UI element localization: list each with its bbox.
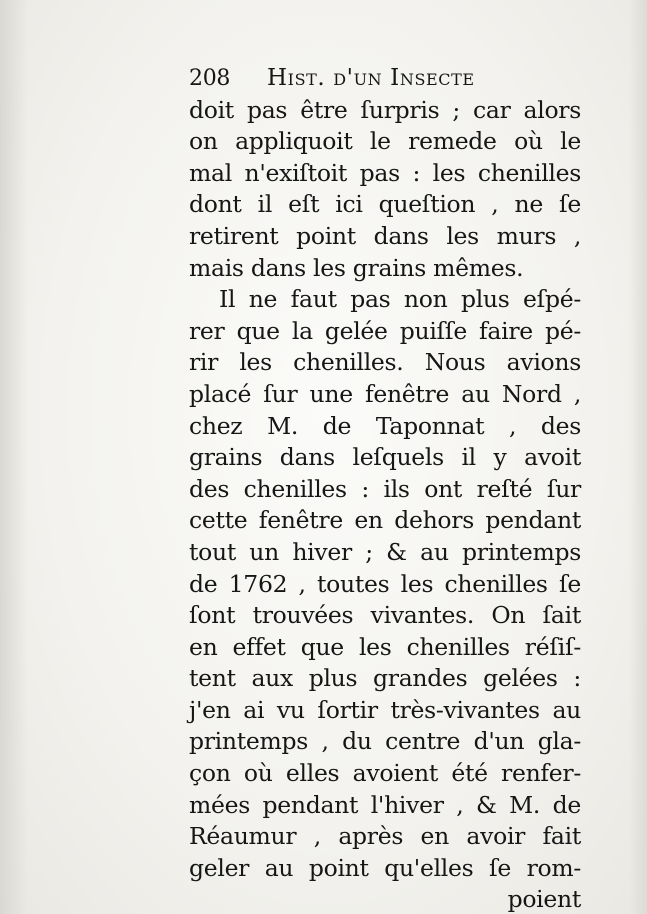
text-line: dont il eſt ici queſtion , ne ſe [189,190,581,219]
text-line: chez M. de Taponnat , des [189,411,581,440]
page-number: 208 [189,66,231,91]
text-line: Réaumur , après en avoir fait [189,822,581,851]
text-line: ſont trouvées vivantes. On ſait [189,601,581,630]
catchword: poient [507,885,581,914]
text-line: rir les chenilles. Nous avions [189,348,581,377]
page-header [189,63,581,95]
text-line: çon où elles avoient été renfer- [189,759,581,788]
text-line: geler au point qu'elles ſe rom- [189,853,581,882]
text-line: tent aux plus grandes gelées : [189,664,581,693]
text-line: rer que la gelée puiſſe faire pé- [189,316,581,345]
text-line: tout un hiver ; & au printemps [189,537,581,566]
page-left-edge-shadow [0,0,28,914]
text-line: Il ne faut pas non plus eſpé- [219,285,581,314]
text-line: de 1762 , toutes les chenilles ſe [189,569,581,598]
text-line: retirent point dans les murs , [189,221,581,250]
text-line: mais dans les grains mêmes. [189,253,524,282]
page-right-edge-shadow [629,0,647,914]
text-line: mal n'exiſtoit pas : les chenilles [189,158,581,187]
text-line: placé ſur une fenêtre au Nord , [189,379,581,408]
text-line: des chenilles : ils ont reſté ſur [189,474,581,503]
text-line: doit pas être ſurpris ; car alors [189,95,581,124]
text-line: mées pendant l'hiver , & M. de [189,790,581,819]
running-title: Hist. d'un Insecte [267,65,475,91]
page-text-block [189,63,581,914]
text-line: printemps , du centre d'un gla- [189,727,581,756]
text-line: en effet que les chenilles réſiſ- [189,632,581,661]
text-line: cette fenêtre en dehors pendant [189,506,581,535]
text-line: j'en ai vu ſortir très-vivantes au [189,695,581,724]
text-line: grains dans leſquels il y avoit [189,443,581,472]
text-line: on appliquoit le remede où le [189,127,581,156]
